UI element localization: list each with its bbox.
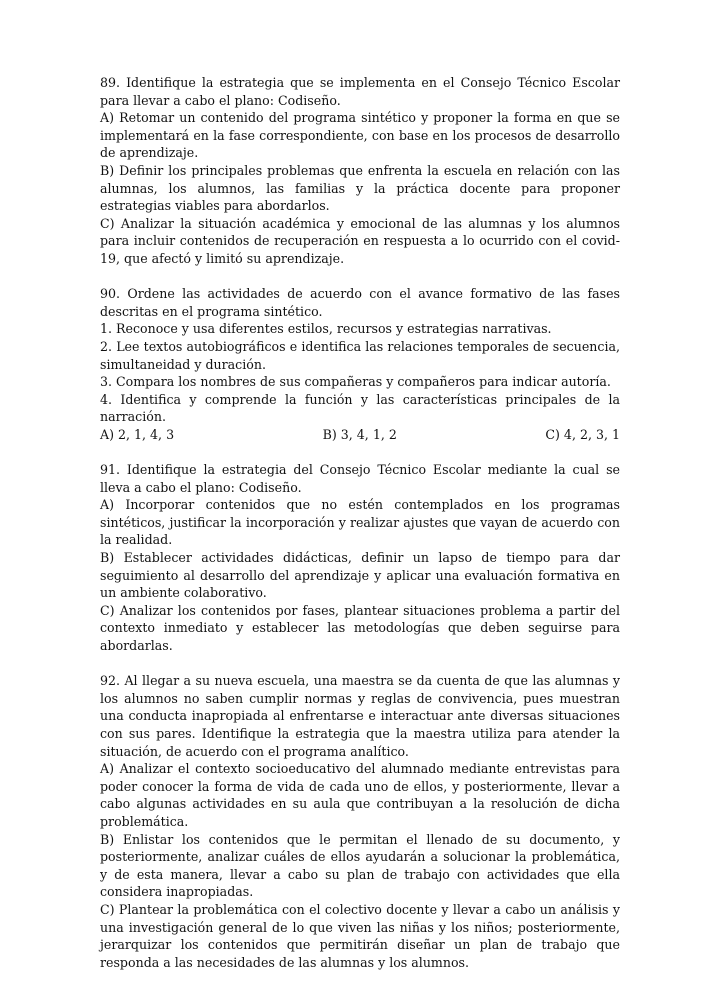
option-b: B) Definir los principales problemas que enfrenta la escuela en relación con las alumnas, los alumnos, las familias y la práctica docente para proponer estrategias viables para abordarlos. [100,162,620,214]
option-a: A) Incorporar contenidos que no estén contemplados en los programas sintéticos, justificar la incorporación y realizar ajustes que vayan de acuerdo con la realidad. [100,497,620,548]
list-item: 4. Identifica y comprende la función y las características principales de la narración. [100,391,620,425]
question-91 [100,461,620,655]
answer-b: B) 3, 4, 1, 2 [322,426,397,442]
question-92 [100,672,620,971]
question-stem: 89. Identifique la estrategia que se implementa en el Consejo Técnico Escolar para llevar a cabo el plano: Codiseño. [100,75,620,108]
option-a: A) Analizar el contexto socioeducativo del alumnado mediante entrevistas para poder conocer la forma de vida de cada uno de ellos, y posteriormente, llevar a cabo algunas actividades en su aula que contribuyan a la resolución de dicha problemática. [100,761,620,829]
answer-c: C) 4, 2, 3, 1 [545,426,620,442]
option-c: C) Analizar los contenidos por fases, plantear situaciones problema a partir del contexto inmediato y establecer las metodologías que deben seguirse para abordarlas. [100,602,620,653]
document-page [100,74,620,989]
question-90 [100,285,620,443]
list-item: 1. Reconoce y usa diferentes estilos, recursos y estrategias narrativas. [100,321,552,337]
answer-a: A) 2, 1, 4, 3 [100,426,175,442]
list-item: 3. Compara los nombres de sus compañeras y compañeros para indicar autoría. [100,374,611,390]
question-89 [100,74,620,268]
question-stem: 92. Al llegar a su nueva escuela, una maestra se da cuenta de que las alumnas y los alumnos no saben cumplir normas y reglas de convivencia, pues muestran una conducta inapropiada al enfrentarse e interactuar ante diversas situaciones con sus pares. Identifique la estrategia que la maestra utiliza para atender la situación, de acuerdo con el programa analítico. [100,673,620,759]
option-a: A) Retomar un contenido del programa sintético y proponer la forma en que se implementará en la fase correspondiente, con base en los procesos de desarrollo de aprendizaje. [100,110,620,161]
option-c: C) Plantear la problemática con el colectivo docente y llevar a cabo un análisis y una investigación general de lo que viven las niñas y los niños; posteriormente, jerarquizar los contenidos que permitirán diseñar un plan de trabajo que responda a las necesidades de las alumnas y los alumnos. [100,901,620,970]
question-stem: 90. Ordene las actividades de acuerdo con el avance formativo de las fases descritas en el programa sintético. [100,286,620,319]
question-stem: 91. Identifique la estrategia del Consejo Técnico Escolar mediante la cual se lleva a cabo el plano: Codiseño. [100,462,620,495]
answer-choices [100,426,620,444]
option-b: B) Enlistar los contenidos que le permitan el llenado de su documento, y posteriormente, analizar cuáles de ellos ayudarán a solucionar la problemática, y de esta manera, llevar a cabo su plan de trabajo con actividades que ella considera inapropiadas. [100,831,620,900]
option-c: C) Analizar la situación académica y emocional de las alumnas y los alumnos para incluir contenidos de recuperación en respuesta a lo ocurrido con el covid-19, que afectó y limitó su aprendizaje. [100,215,620,266]
option-b: B) Establecer actividades didácticas, definir un lapso de tiempo para dar seguimiento al desarrollo del aprendizaje y aplicar una evaluación formativa en un ambiente colaborativo. [100,550,620,601]
list-item: 2. Lee textos autobiográficos e identifica las relaciones temporales de secuencia, simultaneidad y duración. [100,338,620,372]
